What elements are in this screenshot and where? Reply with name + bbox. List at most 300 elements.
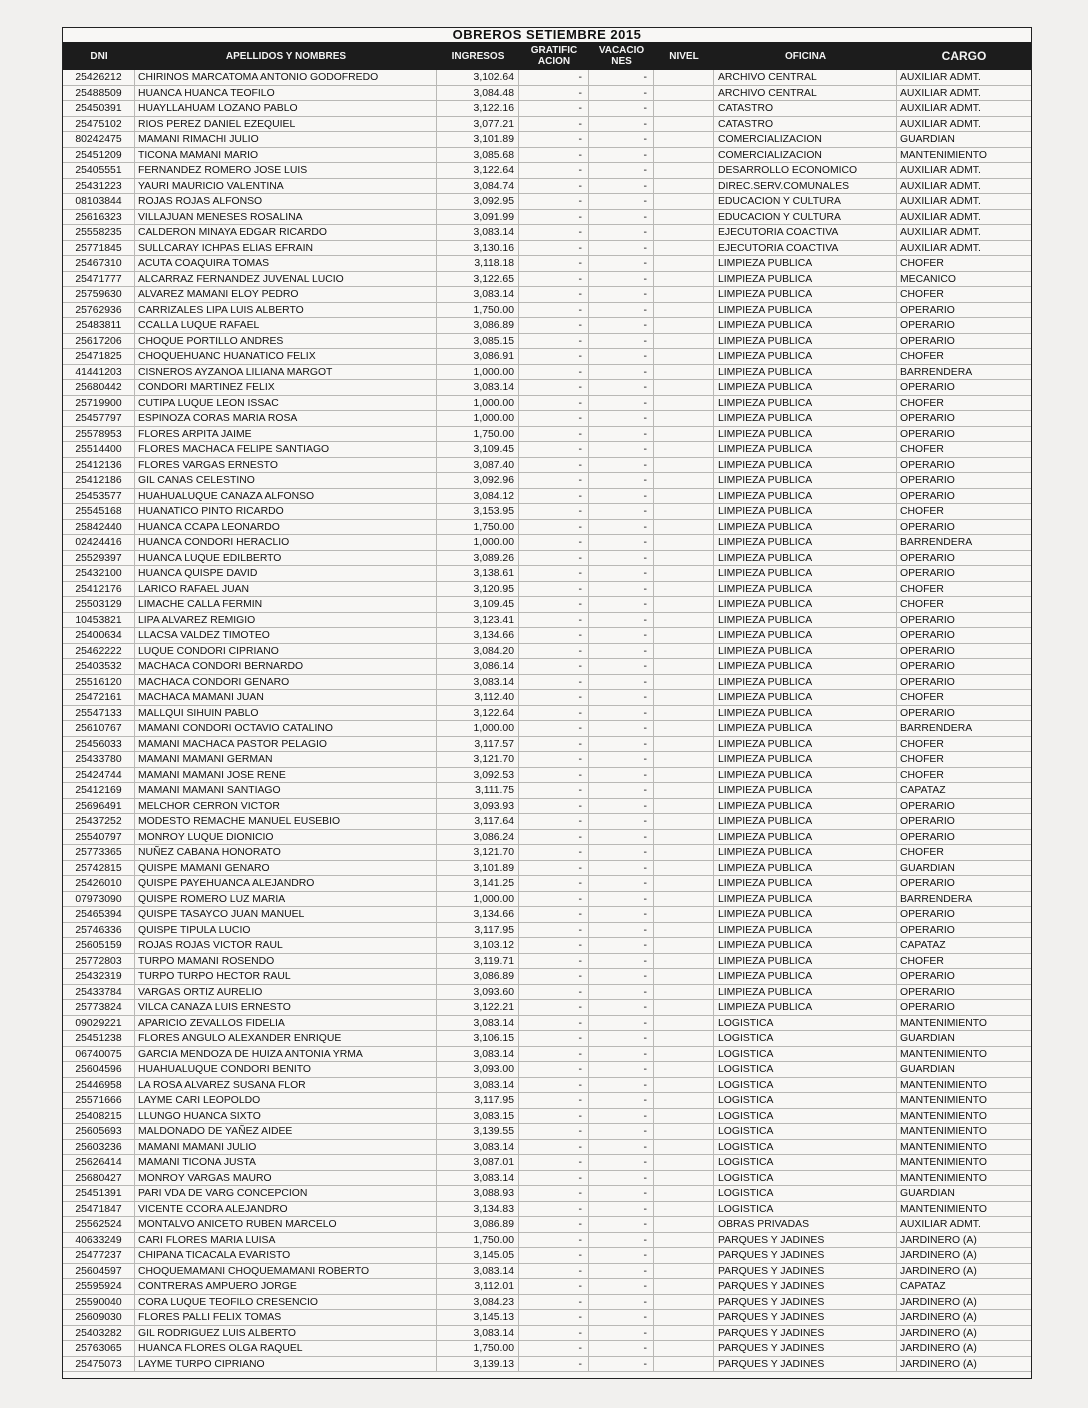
cell-gratificacion: -	[519, 783, 589, 798]
cell-vacaciones: -	[589, 210, 654, 225]
cell-ingresos: 3,117.95	[437, 1093, 519, 1108]
cell-nivel	[654, 954, 714, 969]
cell-dni: 25605693	[63, 1124, 135, 1139]
cell-oficina: LIMPIEZA PUBLICA	[714, 520, 897, 535]
cell-cargo: CHOFER	[900, 351, 944, 362]
table-row	[63, 1062, 1031, 1078]
cell-vacaciones: -	[589, 101, 654, 116]
cell-oficina: LIMPIEZA PUBLICA	[714, 1000, 897, 1015]
cell-gratificacion: -	[519, 1093, 589, 1108]
cell-oficina: CATASTRO	[714, 101, 897, 116]
cell-ingresos: 1,000.00	[437, 721, 519, 736]
cell-nivel	[654, 861, 714, 876]
cell-gratificacion: -	[519, 876, 589, 891]
cell-oficina: LIMPIEZA PUBLICA	[714, 845, 897, 860]
cell-dni: 25483811	[63, 318, 135, 333]
cell-cargo: CHOFER	[900, 769, 944, 781]
cell-cargo: OPERARIO	[900, 521, 955, 533]
cell-nivel	[654, 768, 714, 783]
table-row	[63, 411, 1031, 427]
cell-cargo: OPERARIO	[900, 320, 955, 331]
cell-dni: 25571666	[63, 1093, 135, 1108]
cell-oficina: LOGISTICA	[714, 1047, 897, 1062]
cell-cargo: AUXILIAR ADMT.	[900, 87, 981, 99]
cell-dni: 25842440	[63, 520, 135, 535]
cell-oficina: PARQUES Y JADINES	[714, 1248, 897, 1263]
cell-apellidos-nombres: MACHACA CONDORI BERNARDO	[135, 659, 437, 674]
cell-nivel	[654, 1155, 714, 1170]
cell-dni: 02424416	[63, 535, 135, 550]
cell-nivel	[654, 1078, 714, 1093]
table-row	[63, 830, 1031, 846]
cell-dni: 25771845	[63, 241, 135, 256]
table-row	[63, 535, 1031, 551]
cell-oficina: PARQUES Y JADINES	[714, 1264, 897, 1279]
cell-dni: 10453821	[63, 613, 135, 628]
table-row	[63, 1031, 1031, 1047]
cell-ingresos: 3,117.57	[437, 737, 519, 752]
table-row	[63, 675, 1031, 691]
cell-oficina: DIREC.SERV.COMUNALES	[714, 179, 897, 194]
cell-cargo: MANTENIMIENTO	[900, 1079, 987, 1091]
cell-vacaciones: -	[589, 1171, 654, 1186]
cell-nivel	[654, 969, 714, 984]
cell-cargo: CHOFER	[900, 754, 944, 765]
cell-oficina: LIMPIEZA PUBLICA	[714, 752, 897, 767]
cell-vacaciones: -	[589, 520, 654, 535]
cell-gratificacion: -	[519, 752, 589, 767]
cell-ingresos: 1,000.00	[437, 892, 519, 907]
cell-nivel	[654, 256, 714, 271]
cell-cargo: OPERARIO	[900, 909, 955, 920]
cell-ingresos: 1,000.00	[437, 365, 519, 380]
cell-ingresos: 3,083.14	[437, 380, 519, 395]
table-row	[63, 1357, 1031, 1373]
cell-oficina: LOGISTICA	[714, 1171, 897, 1186]
cell-apellidos-nombres: TURPO TURPO HECTOR RAUL	[135, 969, 437, 984]
cell-ingresos: 3,111.75	[437, 783, 519, 798]
cell-gratificacion: -	[519, 1031, 589, 1046]
cell-nivel	[654, 938, 714, 953]
cell-apellidos-nombres: HUANCA CCAPA LEONARDO	[135, 520, 437, 535]
cell-gratificacion: -	[519, 737, 589, 752]
table-row	[63, 303, 1031, 319]
cell-ingresos: 3,112.40	[437, 690, 519, 705]
cell-dni: 25405551	[63, 163, 135, 178]
cell-nivel	[654, 613, 714, 628]
cell-gratificacion: -	[519, 551, 589, 566]
cell-dni: 25562524	[63, 1217, 135, 1232]
cell-cargo: CHOFER	[900, 444, 944, 455]
cell-oficina: LIMPIEZA PUBLICA	[714, 830, 897, 845]
cell-oficina: LOGISTICA	[714, 1124, 897, 1139]
table-row	[63, 70, 1031, 86]
table-row	[63, 349, 1031, 365]
cell-cargo: MANTENIMIENTO	[900, 1095, 987, 1106]
table-row	[63, 566, 1031, 582]
cell-ingresos: 3,087.01	[437, 1155, 519, 1170]
cell-cargo: MANTENIMIENTO	[900, 1017, 987, 1029]
cell-cargo: OPERARIO	[900, 878, 955, 889]
cell-nivel	[654, 349, 714, 364]
cell-dni: 25426010	[63, 876, 135, 891]
cell-gratificacion: -	[519, 272, 589, 287]
table-row	[63, 427, 1031, 443]
cell-gratificacion: -	[519, 892, 589, 907]
cell-nivel	[654, 907, 714, 922]
cell-oficina: LIMPIEZA PUBLICA	[714, 783, 897, 798]
cell-ingresos: 3,139.55	[437, 1124, 519, 1139]
cell-cargo: OPERARIO	[900, 831, 955, 843]
cell-dni: 25616323	[63, 210, 135, 225]
table-row	[63, 969, 1031, 985]
cell-vacaciones: -	[589, 1031, 654, 1046]
cell-apellidos-nombres: QUISPE ROMERO LUZ MARIA	[135, 892, 437, 907]
cell-vacaciones: -	[589, 566, 654, 581]
cell-cargo: MECANICO	[900, 273, 956, 285]
table-row	[63, 752, 1031, 768]
cell-vacaciones: -	[589, 70, 654, 85]
table-row	[63, 1140, 1031, 1156]
cell-gratificacion: -	[519, 194, 589, 209]
cell-oficina: LIMPIEZA PUBLICA	[714, 504, 897, 519]
cell-dni: 41441203	[63, 365, 135, 380]
cell-ingresos: 3,086.24	[437, 830, 519, 845]
cell-nivel	[654, 799, 714, 814]
header-dni: DNI	[90, 50, 108, 62]
cell-apellidos-nombres: GARCIA MENDOZA DE HUIZA ANTONIA YRMA	[135, 1047, 437, 1062]
cell-nivel	[654, 101, 714, 116]
cell-cargo: OPERARIO	[900, 676, 955, 688]
cell-gratificacion: -	[519, 597, 589, 612]
cell-ingresos: 3,119.71	[437, 954, 519, 969]
cell-gratificacion: -	[519, 1140, 589, 1155]
cell-vacaciones: -	[589, 1279, 654, 1294]
cell-vacaciones: -	[589, 1295, 654, 1310]
cell-dni: 25400634	[63, 628, 135, 643]
table-row	[63, 985, 1031, 1001]
cell-apellidos-nombres: PARI VDA DE VARG CONCEPCION	[135, 1186, 437, 1201]
cell-nivel	[654, 318, 714, 333]
cell-dni: 25475102	[63, 117, 135, 132]
cell-cargo: OPERARIO	[900, 816, 955, 827]
cell-apellidos-nombres: HUANCA FLORES OLGA RAQUEL	[135, 1341, 437, 1356]
cell-ingresos: 3,122.65	[437, 272, 519, 287]
cell-oficina: LIMPIEZA PUBLICA	[714, 489, 897, 504]
cell-gratificacion: -	[519, 1217, 589, 1232]
cell-oficina: COMERCIALIZACION	[714, 148, 897, 163]
cell-gratificacion: -	[519, 628, 589, 643]
cell-ingresos: 3,122.64	[437, 163, 519, 178]
header-vacaciones: VACACIO NES	[598, 45, 645, 67]
cell-ingresos: 3,153.95	[437, 504, 519, 519]
cell-ingresos: 3,101.89	[437, 861, 519, 876]
cell-apellidos-nombres: QUISPE TASAYCO JUAN MANUEL	[135, 907, 437, 922]
cell-gratificacion: -	[519, 241, 589, 256]
cell-oficina: LOGISTICA	[714, 1155, 897, 1170]
cell-ingresos: 3,077.21	[437, 117, 519, 132]
table-row	[63, 1124, 1031, 1140]
header-nivel: NIVEL	[669, 50, 699, 62]
cell-nivel	[654, 1016, 714, 1031]
cell-nivel	[654, 1310, 714, 1325]
cell-ingresos: 3,083.14	[437, 1326, 519, 1341]
cell-cargo: CHOFER	[900, 289, 944, 300]
cell-cargo: BARRENDERA	[900, 893, 973, 905]
cell-dni: 25456033	[63, 737, 135, 752]
table-body	[63, 70, 1031, 1372]
cell-vacaciones: -	[589, 659, 654, 674]
cell-ingresos: 3,102.64	[437, 70, 519, 85]
cell-oficina: LIMPIEZA PUBLICA	[714, 613, 897, 628]
cell-nivel	[654, 132, 714, 147]
cell-dni: 25696491	[63, 799, 135, 814]
table-row	[63, 241, 1031, 257]
cell-apellidos-nombres: GIL RODRIGUEZ LUIS ALBERTO	[135, 1326, 437, 1341]
cell-cargo: BARRENDERA	[900, 537, 973, 548]
cell-vacaciones: -	[589, 1062, 654, 1077]
cell-cargo: MANTENIMIENTO	[900, 1141, 987, 1153]
cell-cargo: OPERARIO	[900, 924, 955, 936]
cell-ingresos: 3,092.95	[437, 194, 519, 209]
cell-dni: 25590040	[63, 1295, 135, 1310]
cell-nivel	[654, 985, 714, 1000]
cell-dni: 25472161	[63, 690, 135, 705]
cell-vacaciones: -	[589, 535, 654, 550]
cell-dni: 25412136	[63, 458, 135, 473]
cell-nivel	[654, 225, 714, 240]
cell-ingresos: 3,145.13	[437, 1310, 519, 1325]
cell-vacaciones: -	[589, 876, 654, 891]
table-row	[63, 504, 1031, 520]
cell-ingresos: 3,083.14	[437, 287, 519, 302]
table-row	[63, 799, 1031, 815]
cell-apellidos-nombres: HUAHUALUQUE CANAZA ALFONSO	[135, 489, 437, 504]
cell-cargo: CHOFER	[900, 738, 944, 750]
cell-cargo: AUXILIAR ADMT.	[900, 1219, 981, 1230]
cell-vacaciones: -	[589, 706, 654, 721]
cell-gratificacion: -	[519, 535, 589, 550]
cell-cargo: OPERARIO	[900, 707, 955, 719]
table-row	[63, 442, 1031, 458]
cell-dni: 25503129	[63, 597, 135, 612]
cell-apellidos-nombres: CHOQUE PORTILLO ANDRES	[135, 334, 437, 349]
cell-dni: 25451209	[63, 148, 135, 163]
cell-apellidos-nombres: NUÑEZ CABANA HONORATO	[135, 845, 437, 860]
cell-apellidos-nombres: CORA LUQUE TEOFILO CRESENCIO	[135, 1295, 437, 1310]
cell-vacaciones: -	[589, 737, 654, 752]
cell-apellidos-nombres: ALVAREZ MAMANI ELOY PEDRO	[135, 287, 437, 302]
cell-ingresos: 3,086.14	[437, 659, 519, 674]
cell-oficina: LIMPIEZA PUBLICA	[714, 628, 897, 643]
table-row	[63, 1310, 1031, 1326]
cell-apellidos-nombres: HUAHUALUQUE CONDORI BENITO	[135, 1062, 437, 1077]
cell-gratificacion: -	[519, 706, 589, 721]
cell-dni: 25605159	[63, 938, 135, 953]
cell-oficina: PARQUES Y JADINES	[714, 1310, 897, 1325]
cell-nivel	[654, 1124, 714, 1139]
cell-cargo: GUARDIAN	[900, 1033, 955, 1044]
cell-gratificacion: -	[519, 1295, 589, 1310]
cell-vacaciones: -	[589, 148, 654, 163]
cell-nivel	[654, 1279, 714, 1294]
cell-gratificacion: -	[519, 70, 589, 85]
cell-vacaciones: -	[589, 923, 654, 938]
cell-cargo: CHOFER	[900, 258, 944, 269]
cell-vacaciones: -	[589, 985, 654, 1000]
cell-vacaciones: -	[589, 1310, 654, 1325]
cell-oficina: PARQUES Y JADINES	[714, 1295, 897, 1310]
cell-oficina: EJECUTORIA COACTIVA	[714, 225, 897, 240]
cell-ingresos: 3,086.89	[437, 969, 519, 984]
cell-vacaciones: -	[589, 272, 654, 287]
cell-gratificacion: -	[519, 334, 589, 349]
cell-apellidos-nombres: SULLCARAY ICHPAS ELIAS EFRAIN	[135, 241, 437, 256]
cell-vacaciones: -	[589, 1109, 654, 1124]
table-row	[63, 861, 1031, 877]
cell-nivel	[654, 675, 714, 690]
cell-oficina: DESARROLLO ECONOMICO	[714, 163, 897, 178]
cell-dni: 25773365	[63, 845, 135, 860]
cell-gratificacion: -	[519, 969, 589, 984]
cell-vacaciones: -	[589, 551, 654, 566]
cell-gratificacion: -	[519, 1062, 589, 1077]
cell-apellidos-nombres: MODESTO REMACHE MANUEL EUSEBIO	[135, 814, 437, 829]
cell-gratificacion: -	[519, 101, 589, 116]
cell-cargo: OPERARIO	[900, 459, 955, 471]
cell-oficina: LIMPIEZA PUBLICA	[714, 272, 897, 287]
cell-apellidos-nombres: MONROY LUQUE DIONICIO	[135, 830, 437, 845]
cell-vacaciones: -	[589, 225, 654, 240]
table-row	[63, 783, 1031, 799]
cell-gratificacion: -	[519, 923, 589, 938]
table-row	[63, 148, 1031, 164]
cell-oficina: OBRAS PRIVADAS	[714, 1217, 897, 1232]
table-row	[63, 318, 1031, 334]
cell-ingresos: 1,750.00	[437, 520, 519, 535]
cell-ingresos: 3,083.14	[437, 1016, 519, 1031]
cell-nivel	[654, 1140, 714, 1155]
cell-ingresos: 1,750.00	[437, 1233, 519, 1248]
cell-dni: 25545168	[63, 504, 135, 519]
cell-oficina: PARQUES Y JADINES	[714, 1279, 897, 1294]
cell-vacaciones: -	[589, 489, 654, 504]
cell-oficina: LIMPIEZA PUBLICA	[714, 365, 897, 380]
table-header	[63, 42, 1031, 70]
cell-cargo: CHOFER	[900, 955, 944, 967]
table-row	[63, 1295, 1031, 1311]
cell-apellidos-nombres: TURPO MAMANI ROSENDO	[135, 954, 437, 969]
table-row	[63, 1233, 1031, 1249]
cell-nivel	[654, 721, 714, 736]
cell-vacaciones: -	[589, 349, 654, 364]
cell-cargo: CHOFER	[900, 847, 944, 858]
cell-gratificacion: -	[519, 1000, 589, 1015]
cell-vacaciones: -	[589, 613, 654, 628]
cell-cargo: CAPATAZ	[900, 940, 946, 951]
cell-nivel	[654, 1233, 714, 1248]
cell-gratificacion: -	[519, 1341, 589, 1356]
table-row	[63, 923, 1031, 939]
cell-apellidos-nombres: LAYME TURPO CIPRIANO	[135, 1357, 437, 1372]
cell-apellidos-nombres: CHIPANA TICACALA EVARISTO	[135, 1248, 437, 1263]
cell-dni: 25475073	[63, 1357, 135, 1372]
cell-cargo: AUXILIAR ADMT.	[900, 165, 981, 176]
cell-vacaciones: -	[589, 504, 654, 519]
cell-vacaciones: -	[589, 1186, 654, 1201]
cell-ingresos: 3,121.70	[437, 752, 519, 767]
cell-dni: 25742815	[63, 861, 135, 876]
cell-nivel	[654, 551, 714, 566]
table-row	[63, 737, 1031, 753]
cell-ingresos: 3,093.93	[437, 799, 519, 814]
cell-gratificacion: -	[519, 1248, 589, 1263]
cell-cargo: GUARDIAN	[900, 1188, 955, 1199]
cell-apellidos-nombres: CHOQUEHUANC HUANATICO FELIX	[135, 349, 437, 364]
table-row	[63, 117, 1031, 133]
cell-oficina: LIMPIEZA PUBLICA	[714, 287, 897, 302]
cell-dni: 25477237	[63, 1248, 135, 1263]
cell-ingresos: 3,092.53	[437, 768, 519, 783]
cell-gratificacion: -	[519, 768, 589, 783]
cell-dni: 25547133	[63, 706, 135, 721]
cell-oficina: LIMPIEZA PUBLICA	[714, 799, 897, 814]
cell-dni: 25467310	[63, 256, 135, 271]
cell-oficina: CATASTRO	[714, 117, 897, 132]
cell-ingresos: 3,083.14	[437, 675, 519, 690]
cell-gratificacion: -	[519, 830, 589, 845]
cell-dni: 25578953	[63, 427, 135, 442]
cell-gratificacion: -	[519, 520, 589, 535]
cell-nivel	[654, 752, 714, 767]
cell-ingresos: 3,112.01	[437, 1279, 519, 1294]
cell-apellidos-nombres: CALDERON MINAYA EDGAR RICARDO	[135, 225, 437, 240]
cell-apellidos-nombres: FERNANDEZ ROMERO JOSE LUIS	[135, 163, 437, 178]
cell-ingresos: 1,000.00	[437, 411, 519, 426]
cell-gratificacion: -	[519, 659, 589, 674]
cell-dni: 25604597	[63, 1264, 135, 1279]
cell-oficina: LIMPIEZA PUBLICA	[714, 597, 897, 612]
cell-oficina: LIMPIEZA PUBLICA	[714, 334, 897, 349]
cell-cargo: MANTENIMIENTO	[900, 1203, 987, 1215]
cell-vacaciones: -	[589, 1248, 654, 1263]
table-row	[63, 86, 1031, 102]
cell-dni: 25746336	[63, 923, 135, 938]
cell-vacaciones: -	[589, 396, 654, 411]
cell-cargo: AUXILIAR ADMT.	[900, 118, 981, 130]
cell-vacaciones: -	[589, 768, 654, 783]
cell-cargo: OPERARIO	[900, 645, 955, 657]
cell-apellidos-nombres: HUANCA HUANCA TEOFILO	[135, 86, 437, 101]
cell-nivel	[654, 535, 714, 550]
cell-ingresos: 3,122.64	[437, 706, 519, 721]
table-row	[63, 814, 1031, 830]
cell-nivel	[654, 473, 714, 488]
cell-ingresos: 3,083.14	[437, 1078, 519, 1093]
cell-oficina: LIMPIEZA PUBLICA	[714, 318, 897, 333]
cell-cargo: GUARDIAN	[900, 134, 955, 145]
cell-oficina: LIMPIEZA PUBLICA	[714, 644, 897, 659]
cell-gratificacion: -	[519, 1202, 589, 1217]
cell-vacaciones: -	[589, 1341, 654, 1356]
cell-ingresos: 1,750.00	[437, 303, 519, 318]
cell-oficina: LIMPIEZA PUBLICA	[714, 954, 897, 969]
cell-dni: 25412169	[63, 783, 135, 798]
cell-vacaciones: -	[589, 427, 654, 442]
cell-vacaciones: -	[589, 256, 654, 271]
cell-nivel	[654, 334, 714, 349]
cell-oficina: LIMPIEZA PUBLICA	[714, 969, 897, 984]
